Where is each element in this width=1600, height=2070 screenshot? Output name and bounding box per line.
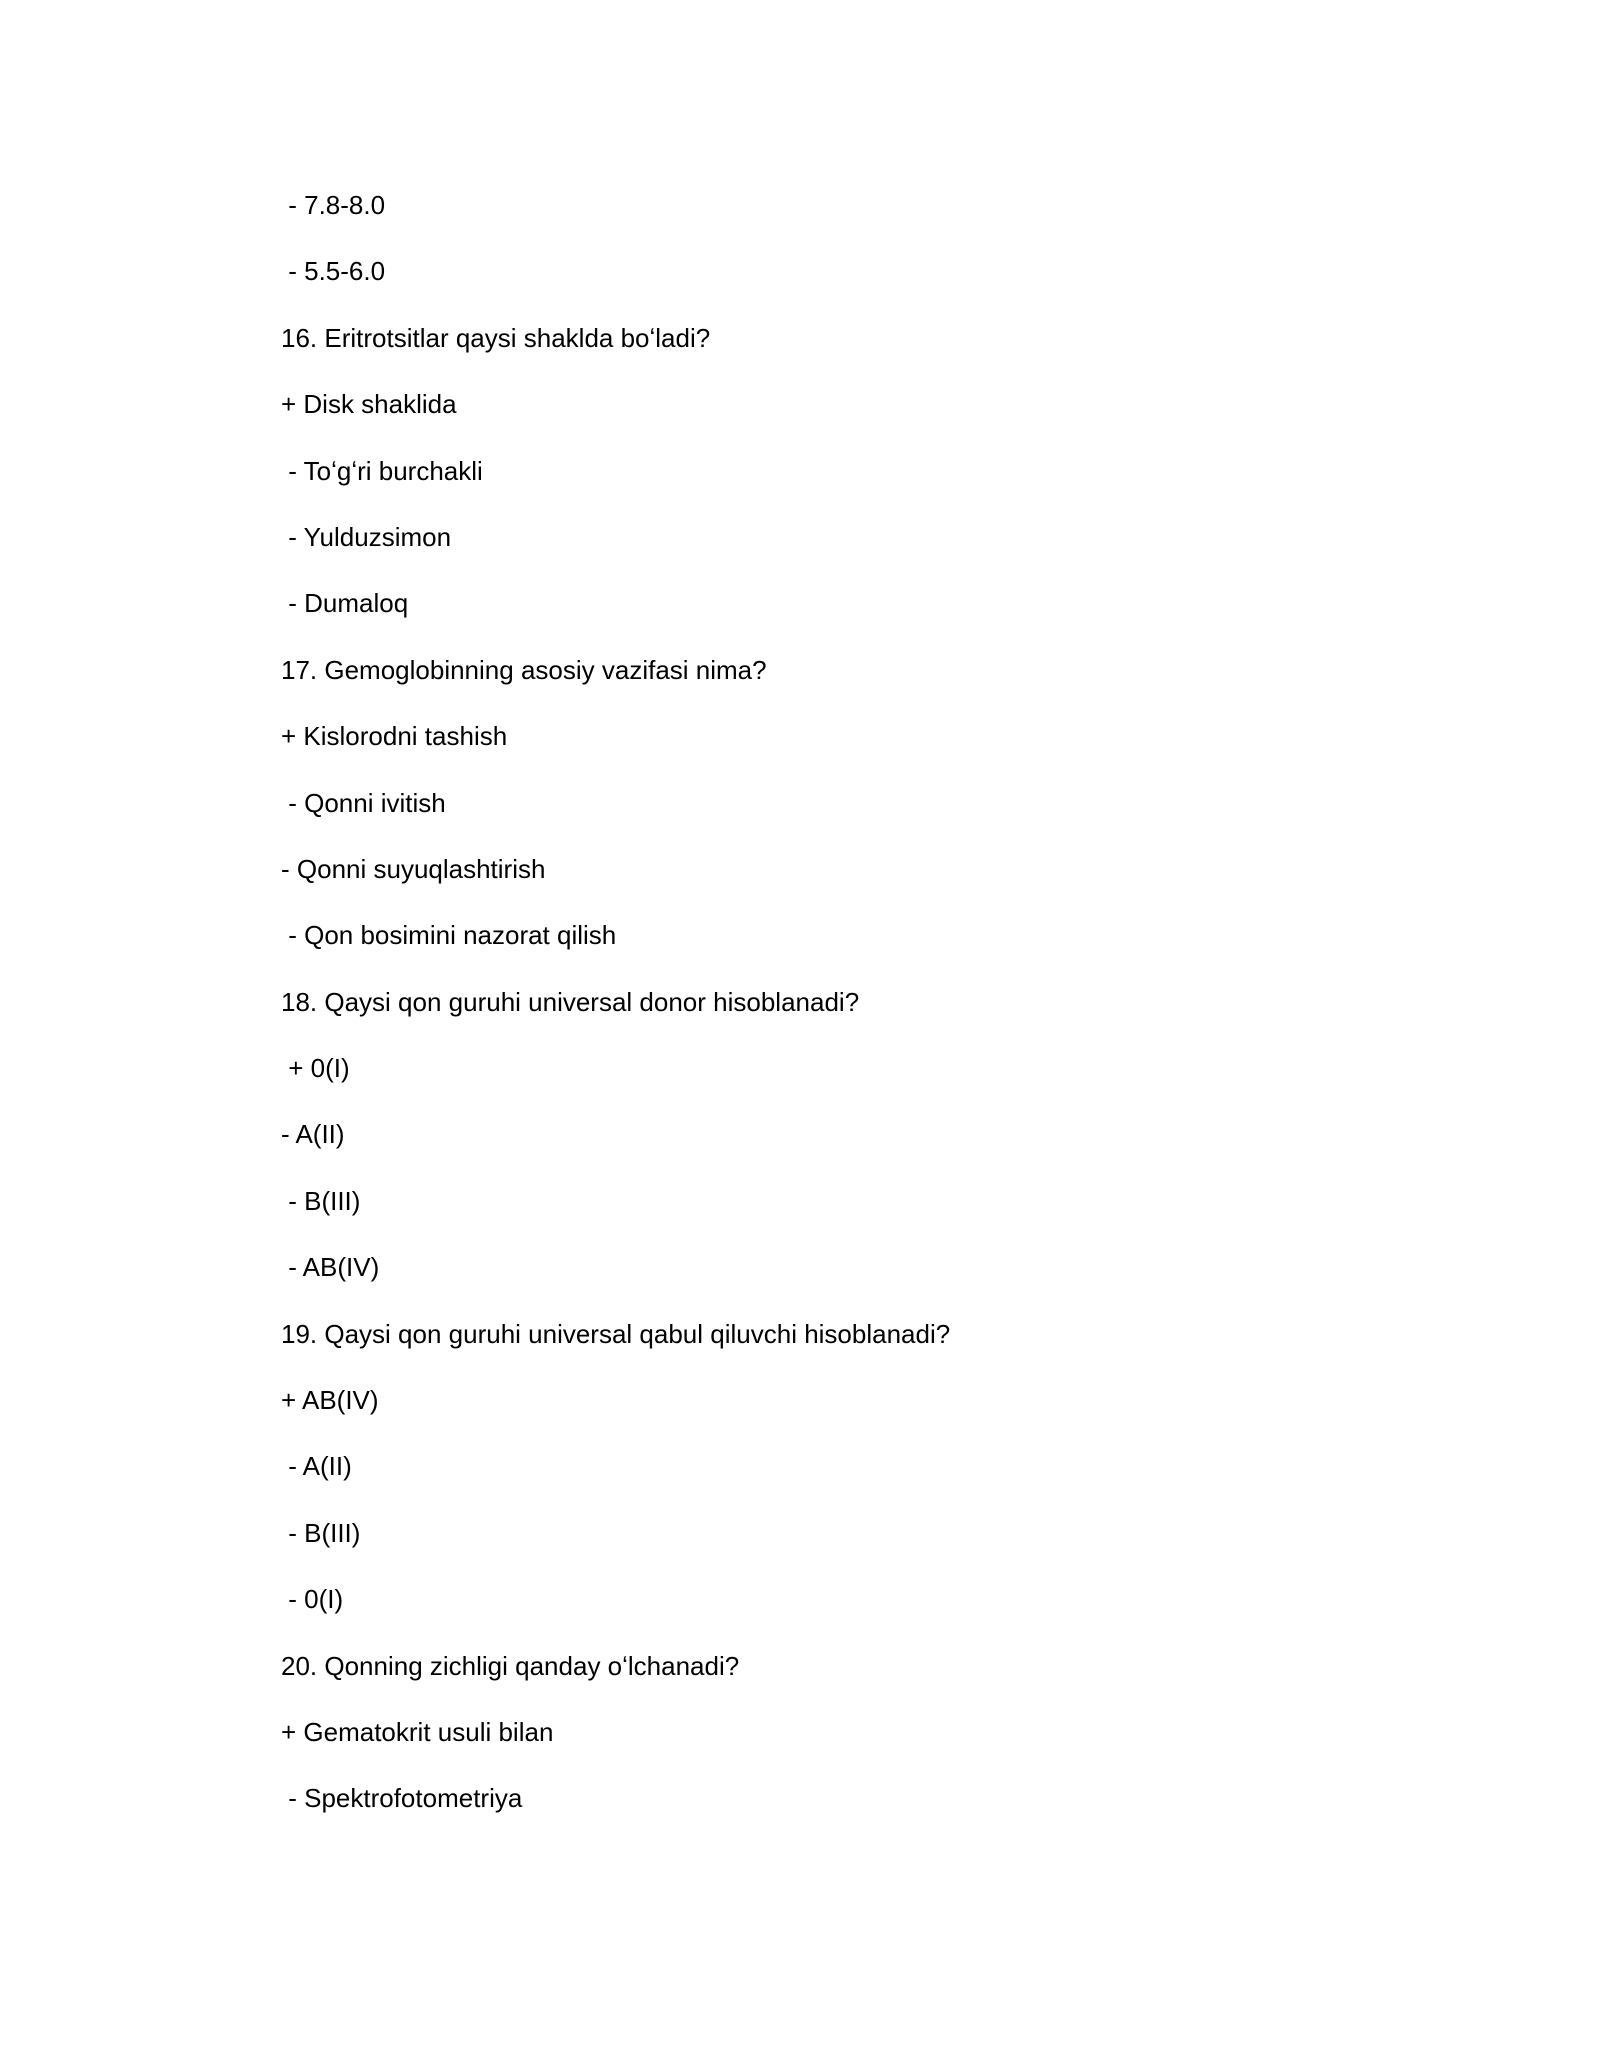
answer-option: - B(III) xyxy=(281,1517,361,1548)
question-16: 16. Eritrotsitlar qaysi shaklda boʻladi? xyxy=(281,322,711,353)
answer-option: - A(II) xyxy=(281,1119,345,1150)
answer-option: - Toʻgʻri burchakli xyxy=(281,455,483,486)
answer-option: - Spektrofotometriya xyxy=(281,1783,523,1814)
answer-option: - Yulduzsimon xyxy=(281,521,452,552)
answer-option-correct: + 0(I) xyxy=(281,1053,350,1084)
question-19: 19. Qaysi qon guruhi universal qabul qiluvchi hisoblanadi? xyxy=(281,1318,951,1349)
answer-option: - 0(I) xyxy=(281,1584,344,1615)
answer-option: - 5.5-6.0 xyxy=(281,256,386,287)
answer-option: - B(III) xyxy=(281,1185,361,1216)
answer-option: - Dumaloq xyxy=(281,588,409,619)
question-20: 20. Qonning zichligi qanday oʻlchanadi? xyxy=(281,1650,740,1681)
answer-option-correct: + Disk shaklida xyxy=(281,389,457,420)
question-17: 17. Gemoglobinning asosiy vazifasi nima? xyxy=(281,654,767,685)
answer-option-correct: + Gematokrit usuli bilan xyxy=(281,1716,554,1747)
document-body xyxy=(281,186,1381,1846)
answer-option: - Qonni suyuqlashtirish xyxy=(281,853,546,884)
answer-option: - Qonni ivitish xyxy=(281,787,446,818)
answer-option: - Qon bosimini nazorat qilish xyxy=(281,920,617,951)
answer-option-correct: + AB(IV) xyxy=(281,1385,379,1416)
answer-option: - 7.8-8.0 xyxy=(281,190,386,220)
question-18: 18. Qaysi qon guruhi universal donor hisoblanadi? xyxy=(281,986,860,1017)
answer-option-correct: + Kislorodni tashish xyxy=(281,721,508,752)
answer-option: - A(II) xyxy=(281,1451,352,1482)
answer-option: - AB(IV) xyxy=(281,1252,380,1283)
